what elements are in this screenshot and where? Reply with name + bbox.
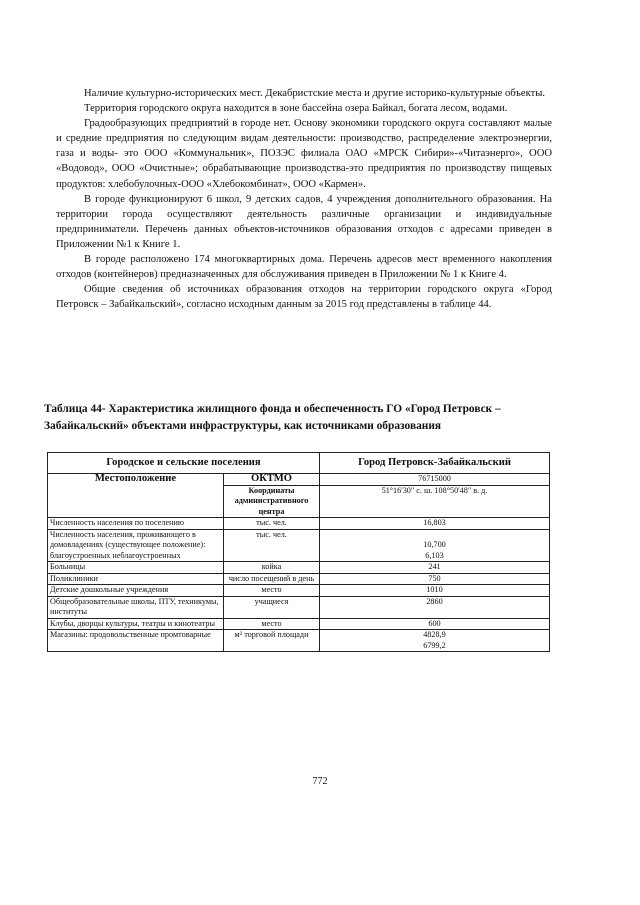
table-row <box>48 562 550 574</box>
cell-name: Поликлиники <box>48 573 224 585</box>
cell-value: 2860 <box>320 596 550 618</box>
table-row <box>48 573 550 585</box>
table-row <box>48 474 550 486</box>
cell-value: 16,803 <box>320 518 550 530</box>
table-row <box>48 518 550 530</box>
oktmo-label: ОКТМО <box>224 474 320 486</box>
cell-name: Клубы, дворцы культуры, театры и кинотеатры <box>48 618 224 630</box>
cell-unit: тыс. чел. <box>224 518 320 530</box>
page-number: 772 <box>312 776 328 787</box>
paragraph: Территория городского округа находится в зоне бассейна озера Байкал, богата лесом, водами. <box>84 103 508 115</box>
cell-name: Детские дошкольные учреждения <box>48 585 224 597</box>
coords-value: 51°16'30" с. ш. 108°50'48" в. д. <box>320 485 550 518</box>
cell-value: 4828,9 6799,2 <box>320 630 550 652</box>
paragraph: Наличие культурно-исторических мест. Декабристские места и другие историко-культурные объекты. <box>84 88 546 99</box>
body-text <box>56 86 552 312</box>
cell-unit: место <box>224 585 320 597</box>
cell-value: 750 <box>320 573 550 585</box>
paragraph: В городе расположено 174 многоквартирных дома. Перечень адресов мест временного накопления отходов (контейнеров) предназначенных для обслуживания приведен в Приложении № 1 к Книге 4. <box>56 254 552 281</box>
cell-name: Общеобразовательные школы, ПТУ, техникумы, институты <box>48 596 224 618</box>
cell-name: Численность населения по поселению <box>48 518 224 530</box>
table-row <box>48 585 550 597</box>
table-row <box>48 529 550 562</box>
header-city: Город Петровск-Забайкальский <box>320 453 550 474</box>
cell-value: 600 <box>320 618 550 630</box>
cell-unit: тыс. чел. <box>224 529 320 562</box>
table-caption: Таблица 44- Характеристика жилищного фонда и обеспеченность ГО «Город Петровск – Забайкальский» объектами инфраструктуры, как источниками образования <box>44 403 501 432</box>
cell-value: 1010 <box>320 585 550 597</box>
table-row <box>48 630 550 652</box>
cell-unit: место <box>224 618 320 630</box>
paragraph: Общие сведения об источниках образования отходов на территории городского округа «Город Петровск – Забайкальский», согласно исходным данным за 2015 год представлены в таблице 44. <box>56 284 552 311</box>
table-body <box>48 518 550 652</box>
coords-label: Координаты административного центра <box>224 485 320 518</box>
cell-value: 10,700 6,103 <box>320 529 550 562</box>
paragraph: В городе функционируют 6 школ, 9 детских садов, 4 учреждения дополнительного образования. На территории города осуществляют деятельность различные организации и индивидуальные предприниматели. Перечень данных объектов-источников образования отходов с адресами приведен в Приложении №1 к Книге 1. <box>56 193 552 250</box>
cell-name: Магазины: продовольственные промтоварные <box>48 630 224 652</box>
table-row <box>48 596 550 618</box>
header-settlements: Городское и сельские поселения <box>48 453 320 474</box>
table-header-row <box>48 453 550 474</box>
cell-value: 241 <box>320 562 550 574</box>
cell-name: Больницы <box>48 562 224 574</box>
cell-name: Численность населения, проживающего в домовладениях (существующее положение): благоустроенных неблагоустроенных <box>48 529 224 562</box>
location-label: Местоположение <box>48 474 224 518</box>
cell-unit: число посещений в день <box>224 573 320 585</box>
cell-unit: учащиеся <box>224 596 320 618</box>
cell-unit: койка <box>224 562 320 574</box>
oktmo-value: 76715000 <box>320 474 550 486</box>
paragraph: Градообразующих предприятий в городе нет. Основу экономики городского округа составляют малые и средние предприятия по следующим видам деятельности: производство, распределение электроэнергии, газа и воды- это ООО «Коммунальник», ПОЗЭС филиала ОАО «МРСК Сибири»-«Читаэнерго», ООО «Водовод», ООО «Очистные»; обрабатывающие производства-это предприятия по производству пищевых продуктов: хлебобулочных-ООО «Хлебокомбинат», ООО «Кармен». <box>56 118 552 190</box>
cell-unit: м² торговой площади <box>224 630 320 652</box>
infrastructure-table <box>47 452 550 652</box>
table-row <box>48 618 550 630</box>
